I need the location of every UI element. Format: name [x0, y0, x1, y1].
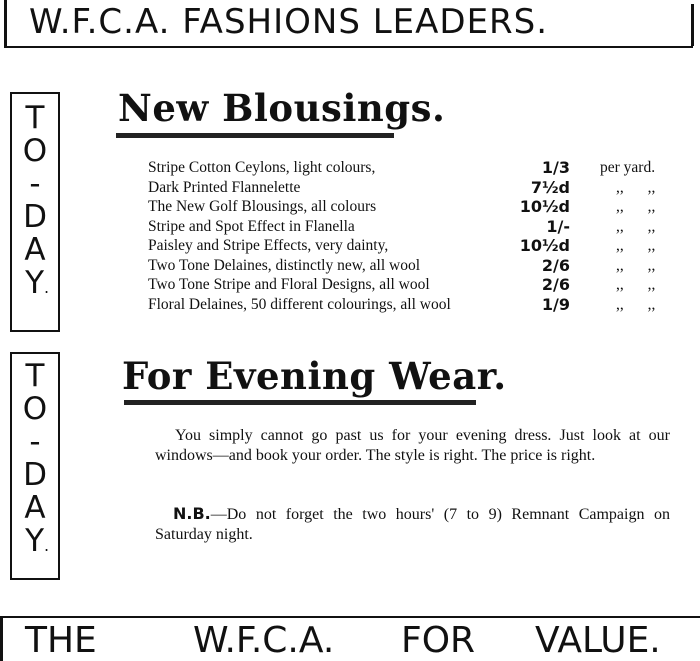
item-unit: ,, ,, [616, 295, 656, 313]
blousings-title-rule [116, 133, 394, 138]
nb-text: —Do not forget the two hours' (7 to 9) Remnant Campaign on Saturday night. [155, 506, 670, 543]
today-box-top [10, 92, 60, 332]
today-letter: - [29, 166, 41, 202]
item-description: Stripe Cotton Ceylons, light colours, [148, 159, 376, 176]
today-letter: T [25, 100, 45, 136]
item-price: 2/6 [541, 255, 570, 275]
nb-label: N.B. [173, 504, 211, 523]
price-row [148, 217, 688, 237]
item-price: 2/6 [541, 275, 570, 294]
item-unit: per yard. [600, 159, 656, 176]
item-description: Two Tone Stripe and Floral Designs, all wool [148, 276, 430, 293]
item-description: Stripe and Spot Effect in Flanella [148, 217, 355, 235]
header-banner-text: W.F.C.A. FASHIONS LEADERS. [29, 2, 549, 42]
today-letter: D [23, 199, 47, 235]
footer-word: FOR [401, 620, 476, 661]
item-price: 1/- [546, 216, 570, 236]
today-letter: T [25, 358, 45, 394]
today-box-bottom [10, 352, 60, 580]
item-description: Two Tone Delaines, distinctly new, all wool [148, 256, 421, 274]
today-dot: . [44, 278, 50, 297]
price-row [148, 197, 688, 217]
header-banner [4, 0, 693, 48]
today-letter: O [22, 391, 48, 427]
blousings-price-list [148, 158, 688, 314]
item-price: 1/3 [541, 158, 570, 177]
price-row [148, 275, 688, 295]
item-price: 7½d [530, 177, 570, 197]
item-price: 10½d [519, 236, 570, 255]
evening-paragraph [155, 426, 670, 466]
item-price: 10½d [519, 197, 570, 216]
item-price: 1/9 [541, 294, 570, 314]
today-dot: . [44, 536, 50, 555]
price-row [148, 236, 688, 256]
nb-paragraph [155, 504, 670, 545]
today-letter: A [24, 490, 46, 526]
today-letter: Y [25, 523, 44, 559]
item-unit: ,, ,, [616, 178, 656, 196]
today-letter: D [23, 457, 47, 493]
price-row [148, 295, 688, 315]
price-row [148, 256, 688, 276]
header-right-rule [691, 4, 694, 46]
item-description: The New Golf Blousings, all colours [148, 198, 377, 215]
today-letter: - [29, 424, 41, 460]
evening-title: For Evening Wear. [122, 354, 507, 398]
price-row [148, 178, 688, 198]
evening-title-rule [124, 400, 476, 405]
item-unit: ,, ,, [616, 276, 656, 293]
price-row [148, 158, 688, 178]
item-description: Paisley and Stripe Effects, very dainty, [148, 237, 389, 254]
item-unit: ,, ,, [616, 237, 656, 254]
item-description: Dark Printed Flannelette [148, 178, 301, 196]
item-unit: ,, ,, [616, 198, 656, 215]
item-unit: ,, ,, [616, 217, 656, 235]
today-letter: O [22, 133, 48, 169]
footer-word: THE [25, 620, 97, 661]
item-description: Floral Delaines, 50 different colourings, all wool [148, 295, 451, 313]
evening-body: You simply cannot go past us for your evening dress. Just look at our windows—and book your order. The style is right. The price is right. [155, 427, 670, 464]
footer-word: VALUE. [535, 620, 661, 661]
item-unit: ,, ,, [616, 256, 656, 274]
footer-banner [0, 616, 700, 661]
blousings-title: New Blousings. [118, 86, 446, 130]
today-letter: A [24, 232, 46, 268]
today-letter: Y [25, 265, 44, 301]
footer-word: W.F.C.A. [193, 620, 335, 661]
